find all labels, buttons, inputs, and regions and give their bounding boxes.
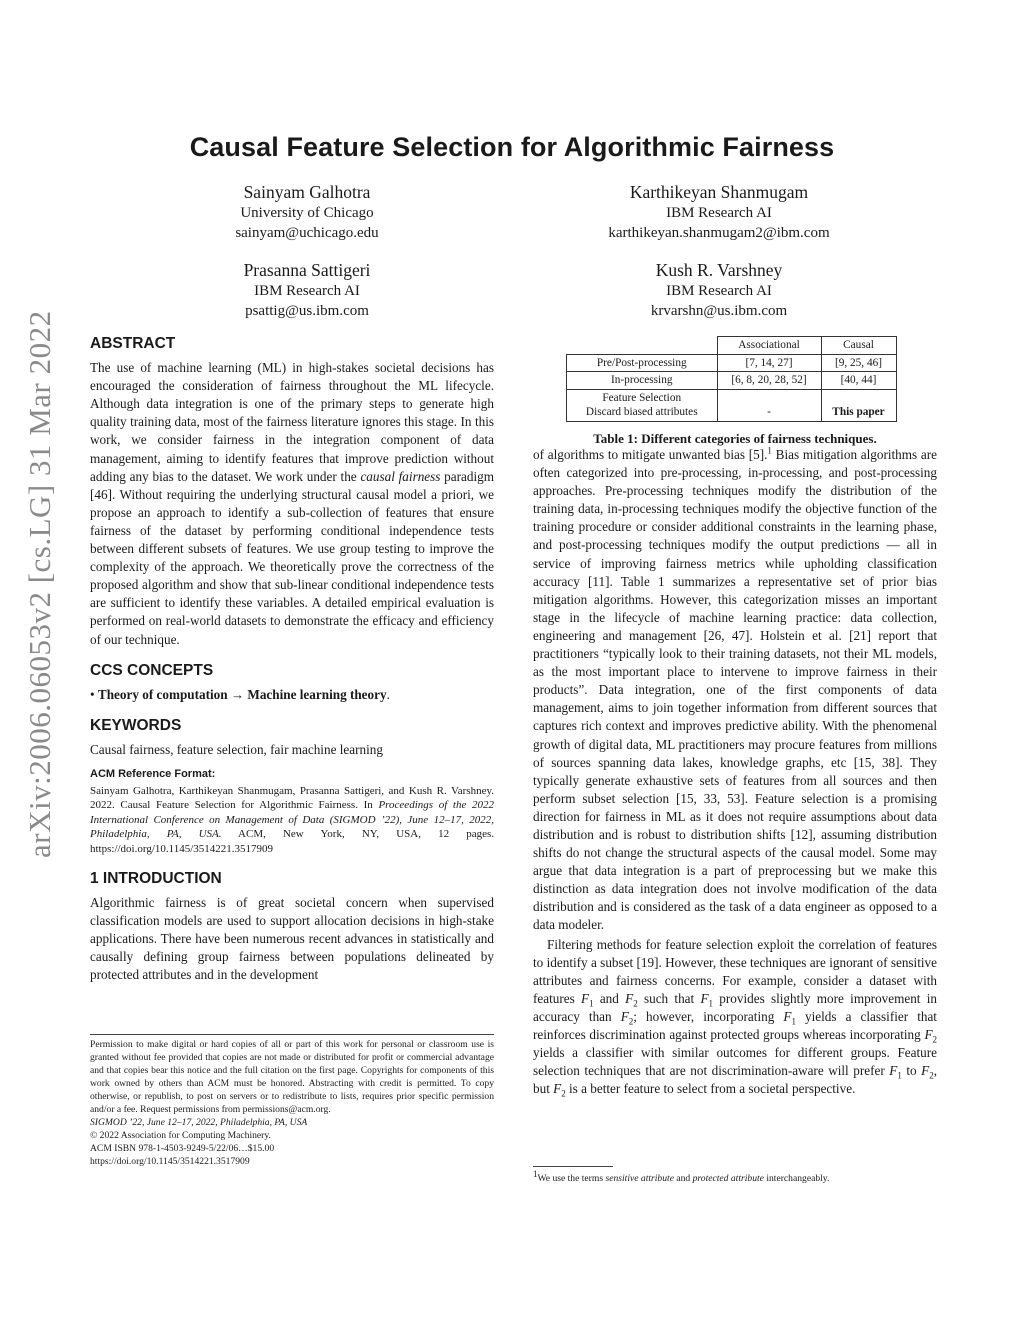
doi-link[interactable]: https://doi.org/10.1145/3514221.3517909 [90,1156,250,1167]
table-cell: [40, 44] [821,372,896,390]
table-cell: This paper [821,389,896,421]
ccs-concepts: • Theory of computation → Machine learning theory. [90,686,390,702]
permission-text: Permission to make digital or hard copies of all or part of this work for personal or classroom use is granted without fee provided that copies are not made or distributed for profit or commercial advantage and that copies bear this notice and the full citation on the first page. Copyrights for components of this work owned by others than ACM must be honored. Abstracting with credit is permitted. To copy otherwise, or republish, to post on servers or to redistribute to lists, requires prior specific permission and/or a fee. Request permissions from permissions@acm.org. [90,1039,494,1115]
author-email: karthikeyan.shanmugam2@ibm.com [608,224,830,241]
table-header-row [567,337,897,355]
table-caption: Table 1: Different categories of fairness techniques. [593,431,877,446]
keywords-heading: KEYWORDS [90,716,182,734]
table-cell: [7, 14, 27] [717,354,821,372]
paper-title: Causal Feature Selection for Algorithmic Fairness [189,132,835,162]
table-1 [566,336,897,422]
author-affiliation: IBM Research AI [666,205,772,221]
author-affiliation: University of Chicago [240,205,374,221]
right-paragraph-1: of algorithms to mitigate unwanted bias [5].$^1$ Bias mitigation algorithms are often categorized into pre-processing, in-processing, and post-processing approaches. Pre-processing techniques modify the distribution of the training data, in-processing techniques modify the objective function of the training procedure or consider additional constraints in the learning phase, and post-processing techniques modify the output predictions — all in service of improving fairness metrics while upholding classification accuracy [11]. Table 1 summarizes a representative set of prior bias mitigation algorithms. However, this categorization misses an important stage in the lifecycle of machine learning practice: data collection, engineering and management [26, 47]. Holstein et al. [21] report that practitioners “typically look to their training datasets, not their ML models, as the most important place to intervene to improve fairness in their products”. Data integration, one of the first components of data management, aims to join together information from different sources that captures rich context and improves predictive ability. With the phenomenal growth of digital data, ML practitioners may procure features from millions of sources spanning data lakes, knowledge graphs, etc [15, 38]. They typically generate exhaustive sets of features from all sources and then perform subset selection [15, 33, 53]. Feature selection is a promising direction for fairness in ML as it does not require assumptions about data distribution and is robust to distribution shifts [12], assuming distribution shifts do not change the structural aspects of the causal model. Some may argue that data integration is a part of preprocessing but we make this distinction as data integration does not involve modification of the data distribution and is considered as the task of a data engineer as opposed to a data modeler. [533,445,937,933]
isbn: ACM ISBN 978-1-4503-9249-5/22/06…$15.00 [90,1143,275,1154]
author-name: Kush R. Varshney [655,260,783,280]
conference-info: SIGMOD ’22, June 12–17, 2022, Philadelphia, PA, USA [90,1117,308,1128]
table-cell: In-processing [567,372,718,390]
keywords-text: Causal fairness, feature selection, fair machine learning [90,741,383,757]
author-email: krvarshn@us.ibm.com [650,302,788,319]
left-column [90,335,494,984]
footnote: $^1$We use the terms sensitive attribute and protected attribute interchangeably. [533,1168,830,1184]
author-name: Sainyam Galhotra [243,182,371,202]
author-block-4 [539,258,899,321]
permission-rule [90,1034,494,1035]
right-paragraph-2: Filtering methods for feature selection exploit the correlation of features to identify a subset [19]. However, these techniques are ignorant of sensitive attributes and fairness concerns. For example, consider a dataset with features $F_1$ and $F_2$ such that $F_1$ provides slightly more improvement in accuracy than $F_2$; however, incorporating $F_1$ yields a classifier that reinforces discrimination against protected groups whereas incorporating $F_2$ yields a classifier with similar outcomes for different groups. Feature selection techniques that are not discrimination-aware will prefer $F_1$ to $F_2$, but $F_2$ is a better feature to select from a societal perspective. [533,936,938,1099]
table-header-cell: Causal [821,337,896,355]
right-column [533,446,937,1098]
intro-text: Algorithmic fairness is of great societal concern when supervised classification models are used to support allocation decisions in high-stake applications. There have been numerous recent advances in statistically and causally defining group fairness between populations delineated by protected attributes and in the development [90,894,494,982]
author-block-3 [127,258,487,321]
table-cell: [6, 8, 20, 28, 52] [717,372,821,390]
acm-reference-heading: ACM Reference Format: [90,767,216,780]
author-name: Prasanna Sattigeri [243,260,371,280]
table-corner [567,337,718,355]
table-cell: Feature Selection Discard biased attributes [567,389,718,421]
fairness-table [566,336,897,422]
table-cell: - [717,389,821,421]
abstract-text: The use of machine learning (ML) in high-stakes societal decisions has encouraged the consideration of fairness throughout the ML lifecycle. Although data integration is one of the primary steps to generate high quality training data, most of the fairness literature ignores this stage. In this work, we consider fairness in the integration component of data management, aiming to identify features that improve prediction without adding any bias to the dataset. We work under the causal fairness paradigm [46]. Without requiring the underlying structural causal model a priori, we propose an approach to identify a sub-collection of features that ensure fairness of the dataset by performing conditional independence tests between different subsets of features. We use group testing to improve the complexity of the approach. We theoretically prove the correctness of the proposed algorithm and show that sub-linear conditional independence tests are sufficient to identify these variables. A detailed empirical evaluation is performed on real-world datasets to demonstrate the efficacy and efficiency of our technique. [90,360,494,647]
table-cell: [9, 25, 46] [821,354,896,372]
author-name: Karthikeyan Shanmugam [629,182,809,202]
author-block-2 [539,180,899,243]
intro-heading: 1 INTRODUCTION [90,869,222,887]
author-affiliation: IBM Research AI [254,283,360,299]
table-row [567,372,897,390]
table-header-cell: Associational [717,337,821,355]
table-cell: Pre/Post-processing [567,354,718,372]
author-affiliation: IBM Research AI [666,283,772,299]
footnote-rule [533,1166,613,1167]
table-row [567,354,897,372]
permission-block [90,1038,494,1168]
abstract-heading: ABSTRACT [90,335,176,352]
arxiv-watermark: arXiv:2006.06053v2 [cs.LG] 31 Mar 2022 [22,310,57,858]
copyright: © 2022 Association for Computing Machinery. [90,1130,271,1141]
ccs-heading: CCS CONCEPTS [90,661,214,679]
author-email: psattig@us.ibm.com [245,302,369,319]
table-row [567,389,897,421]
author-block-1 [127,180,487,243]
author-email: sainyam@uchicago.edu [235,224,379,241]
acm-reference-text: Sainyam Galhotra, Karthikeyan Shanmugam, Prasanna Sattigeri, and Kush R. Varshney. 2022. Causal Feature Selection for Algorithmic Fairness. In Proceedings of the 2022 International Conference on Management of Data (SIGMOD ’22), June 12–17, 2022, Philadelphia, PA, USA. ACM, New York, NY, USA, 12 pages. https://doi.org/10.1145/3514221.3517909 [90,784,495,855]
